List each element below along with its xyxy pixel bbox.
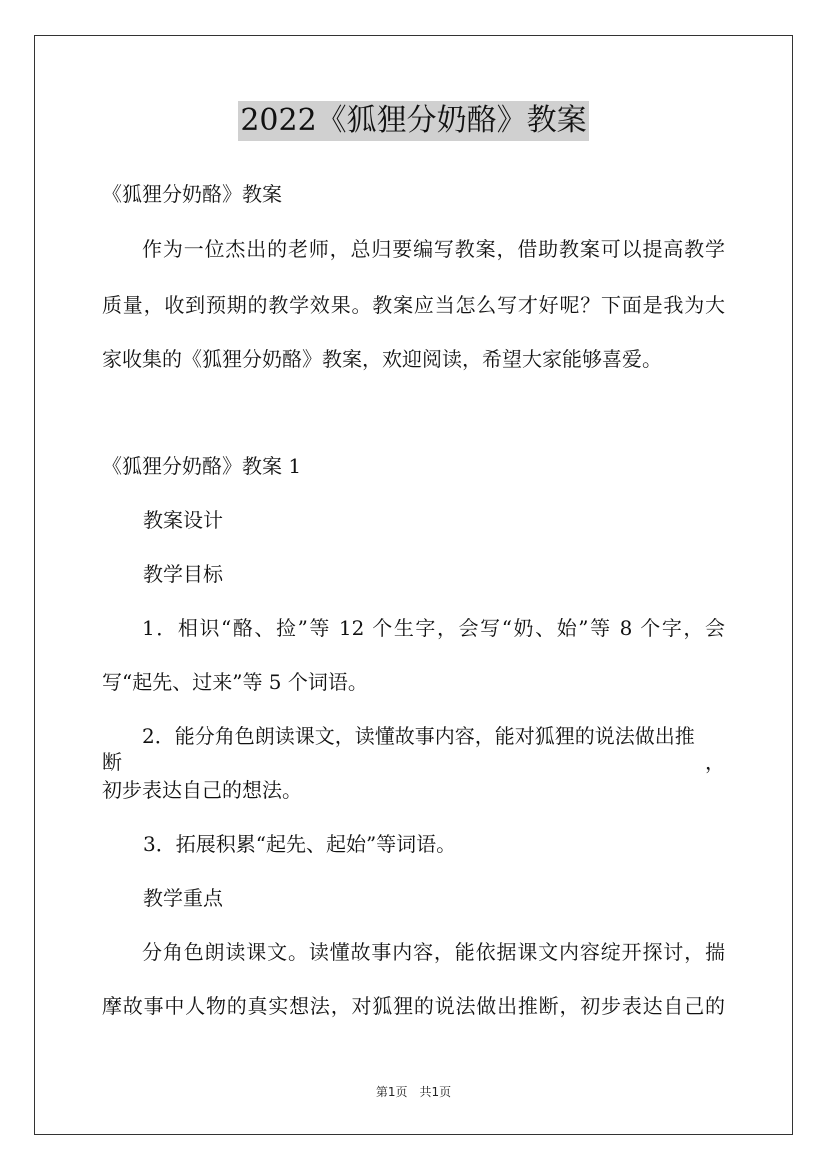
focus-line-1: 分角色朗读课文。读懂故事内容，能依据课文内容绽开探讨，揣 xyxy=(142,940,725,964)
document-title: 2022《狐狸分奶酪》教案 xyxy=(238,101,588,141)
intro-line-2: 质量，收到预期的教学效果。教案应当怎么写才好呢？下面是我为大 xyxy=(102,293,725,317)
goal-2-line-2: 初步表达自己的想法。 xyxy=(102,778,302,802)
page-footer: 第1页 共1页 xyxy=(375,1085,452,1099)
intro-line-3: 家收集的《狐狸分奶酪》教案，欢迎阅读，希望大家能够喜爱。 xyxy=(102,347,662,371)
focus-heading: 教学重点 xyxy=(143,886,223,910)
goal-2-line-1: 2．能分角色朗读课文，读懂故事内容，能对狐狸的说法做出推断， xyxy=(102,724,725,774)
goal-1-line-2: 写“起先、过来”等 5 个词语。 xyxy=(102,670,368,694)
design-heading: 教案设计 xyxy=(143,508,223,532)
intro-line-1: 作为一位杰出的老师，总归要编写教案，借助教案可以提高教学 xyxy=(142,237,725,261)
document-subtitle: 《狐狸分奶酪》教案 xyxy=(102,182,282,206)
goals-heading: 教学目标 xyxy=(143,562,223,586)
goal-1-line-1: 1．相识“酪、捡”等 12 个生字，会写“奶、始”等 8 个字，会 xyxy=(142,616,725,640)
focus-line-2: 摩故事中人物的真实想法，对狐狸的说法做出推断，初步表达自己的 xyxy=(102,994,725,1018)
section-title: 《狐狸分奶酪》教案 1 xyxy=(102,454,302,478)
goal-3: 3．拓展积累“起先、起始”等词语。 xyxy=(143,832,457,856)
title-container xyxy=(0,101,827,141)
